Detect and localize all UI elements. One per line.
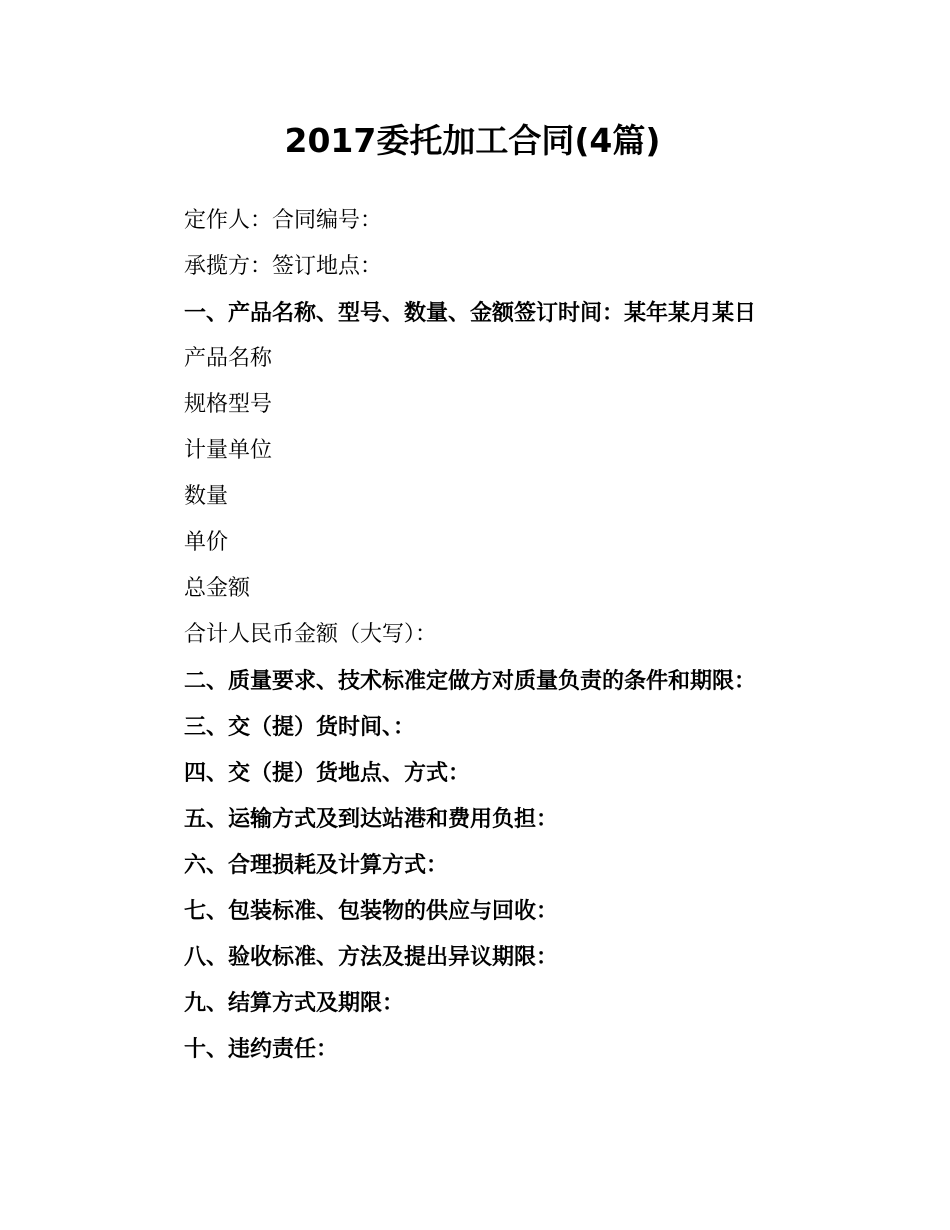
section-heading-1: 一、产品名称、型号、数量、金额签订时间：某年某月某日 <box>184 300 757 326</box>
section-heading-4: 四、交（提）货地点、方式： <box>184 760 471 786</box>
section-heading-7: 七、包装标准、包装物的供应与回收： <box>184 898 559 924</box>
document-title: 2017委托加工合同(4篇) <box>284 121 661 160</box>
paragraph-contractor: 承揽方：签订地点： <box>184 254 383 279</box>
paragraph-unit: 计量单位 <box>184 438 273 463</box>
section-heading-3: 三、交（提）货时间、： <box>184 714 416 740</box>
section-heading-6: 六、合理损耗及计算方式： <box>184 852 449 878</box>
paragraph-total-amount: 总金额 <box>184 576 251 601</box>
paragraph-quantity: 数量 <box>184 484 229 509</box>
paragraph-product-name: 产品名称 <box>184 346 273 371</box>
section-heading-9: 九、结算方式及期限： <box>184 990 405 1016</box>
section-heading-8: 八、验收标准、方法及提出异议期限： <box>184 944 559 970</box>
document-body <box>140 198 820 1072</box>
section-heading-10: 十、违约责任： <box>184 1036 339 1062</box>
paragraph-total-rmb: 合计人民币金额（大写）： <box>184 622 438 647</box>
paragraph-unit-price: 单价 <box>184 530 229 555</box>
section-heading-2: 二、质量要求、技术标准定做方对质量负责的条件和期限： <box>184 668 757 694</box>
paragraph-ordering-party: 定作人：合同编号： <box>184 208 383 233</box>
section-heading-5: 五、运输方式及到达站港和费用负担： <box>184 806 559 832</box>
paragraph-spec-model: 规格型号 <box>184 392 273 417</box>
